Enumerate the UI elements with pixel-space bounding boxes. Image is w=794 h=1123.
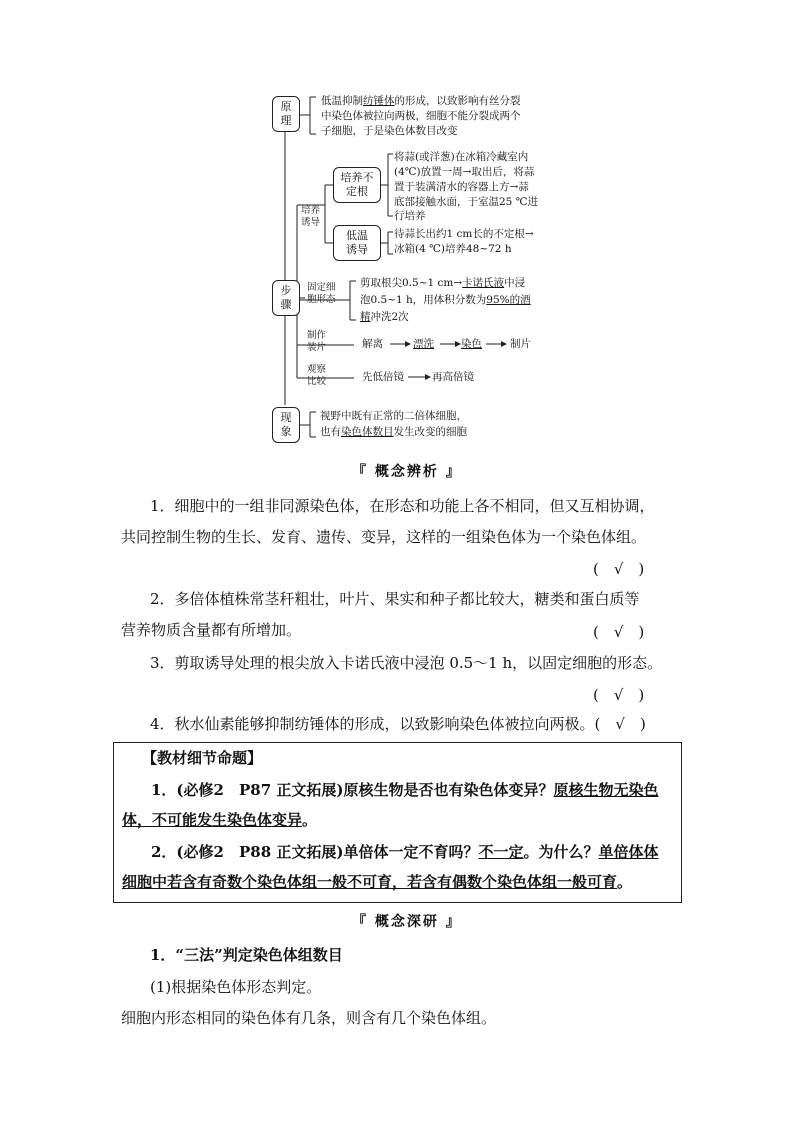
q2-answer-b: 单倍体体 [598, 843, 659, 861]
textbook-q1-line-2 [122, 809, 317, 831]
deep-heading-2: (1)根据染色体形态判定。 [150, 978, 322, 996]
principle-line-3: 子细胞，于是染色体数目改变 [321, 125, 458, 137]
low-temp-line-1: 待蒜长出约1 cm长的不定根→ [394, 228, 534, 240]
fix-text-c: 中浸 [504, 277, 526, 289]
item-3-mark: ( √ ) [593, 686, 645, 704]
q2-why: 。为什么？ [523, 843, 599, 861]
q2-answer-c: 细胞中若含有奇数个染色体组一般不可育，若含有偶数个染色体组一般可育 [122, 873, 618, 891]
culture-box: 培养不 定根 [333, 167, 381, 203]
fix-text-d: 泡0.5~1 h，用体积分数为 [360, 294, 487, 306]
textbook-box-title: 【教材细节命题】 [142, 749, 263, 767]
fix-line-2 [360, 293, 531, 307]
textbook-q2-line-2 [122, 871, 632, 893]
phenomenon-line-2 [320, 425, 467, 439]
fix-underline-b: 95%的酒 [486, 294, 531, 306]
steps-box: 步 骤 [272, 280, 300, 316]
textbook-q2-line-1 [151, 841, 659, 863]
q2-answer-a: 不一定 [478, 843, 524, 861]
item-1-line-1: 1．细胞中的一组非同源染色体，在形态和功能上各不相同，但又互相协调， [150, 497, 655, 515]
q2-period: 。 [617, 873, 633, 891]
q2-question: 2．(必修2 P88 正文拓展)单倍体一定不育吗？ [151, 843, 479, 861]
slide-item-mount: 制片 [510, 338, 531, 350]
phen-text-c: 发生改变的细胞 [393, 426, 467, 438]
culture-line-4: 底部接触水面，于室温25 ℃进 [394, 196, 538, 208]
principle-line-1: 低温抑制纺锤体的形成，以致影响有丝分裂 [321, 95, 521, 107]
fix-line-1 [360, 276, 525, 290]
textbook-detail-box [113, 742, 682, 903]
fix-underline-c: 精 [360, 311, 371, 323]
principle-line-2: 中染色体被拉向两极，细胞不能分裂成两个 [321, 110, 521, 122]
item-3-line-1: 3．剪取诱导处理的根尖放入卡诺氏液中浸泡 0.5～1 h，以固定细胞的形态。 [150, 654, 663, 672]
section-title-concept-deep: 『 概念深研 』 [352, 914, 462, 930]
phen-underline: 染色体数目 [341, 426, 394, 438]
deep-paragraph-1: 细胞内形态相同的染色体有几条，则含有几个染色体组。 [121, 1009, 497, 1027]
q1-period: 。 [302, 811, 318, 829]
slide-item-rinse: 漂洗 [413, 338, 434, 350]
item-1-line-2: 共同控制生物的生长、发育、遗传、变异，这样的一组染色体为一个染色体组。 [121, 528, 647, 546]
slide-label: 制作 装片 [307, 330, 327, 353]
q1-question: 1．(必修2 P87 正文拓展)原核生物是否也有染色体变异？ [151, 781, 554, 799]
culture-line-1: 将蒜(或洋葱)在冰箱冷藏室内 [394, 151, 529, 163]
culture-line-3: 置于装满清水的容器上方→蒜 [394, 181, 529, 193]
q1-answer-a: 原核生物无染色 [553, 781, 659, 799]
item-1-mark: ( √ ) [593, 560, 645, 578]
low-temp-line-2: 冰箱(4 ℃)培养48~72 h [394, 243, 512, 255]
fix-text-e: 冲洗2次 [370, 311, 409, 323]
phen-text-a: 也有 [320, 426, 341, 438]
slide-item-dissociate: 解离 [362, 338, 383, 350]
textbook-q1-line-1 [151, 779, 658, 801]
principle-box: 原 理 [272, 96, 300, 132]
culture-line-2: (4℃)放置一周→取出后，将蒜 [394, 166, 535, 178]
observe-text: 先低倍镜 再高倍镜 [362, 371, 474, 383]
item-2-mark: ( √ ) [593, 623, 645, 641]
low-temp-box: 低温 诱导 [333, 225, 381, 261]
fix-underline-a: 卡诺氏液 [462, 277, 505, 289]
induction-label: 培养 诱导 [301, 205, 321, 228]
deep-heading-1: 1．“三法”判定染色体组数目 [150, 946, 343, 964]
phenomenon-line-1: 视野中既有正常的二倍体细胞， [320, 410, 467, 422]
section-title-concept-analysis: 『 概念辨析 』 [352, 464, 462, 480]
item-4-line-1: 4．秋水仙素能够抑制纺锤体的形成，以致影响染色体被拉向两极。( √ ) [150, 715, 646, 733]
q1-answer-b: 体，不可能发生染色体变异 [122, 811, 303, 829]
phenomenon-box: 现 象 [272, 407, 300, 443]
slide-item-stain: 染色 [461, 338, 482, 350]
culture-line-5: 行培养 [394, 210, 426, 222]
item-2-line-1: 2．多倍体植株常茎秆粗壮，叶片、果实和种子都比较大，糖类和蛋白质等 [150, 590, 640, 608]
fix-line-3 [360, 310, 409, 324]
item-2-line-2: 营养物质含量都有所增加。 [121, 621, 302, 639]
fix-label: 固定细 胞形态 [307, 282, 336, 305]
fix-text-a: 剪取根尖0.5~1 cm→ [360, 277, 463, 289]
observe-label: 观察 比较 [307, 364, 327, 387]
principle-underline: 纺锤体 [363, 95, 395, 107]
